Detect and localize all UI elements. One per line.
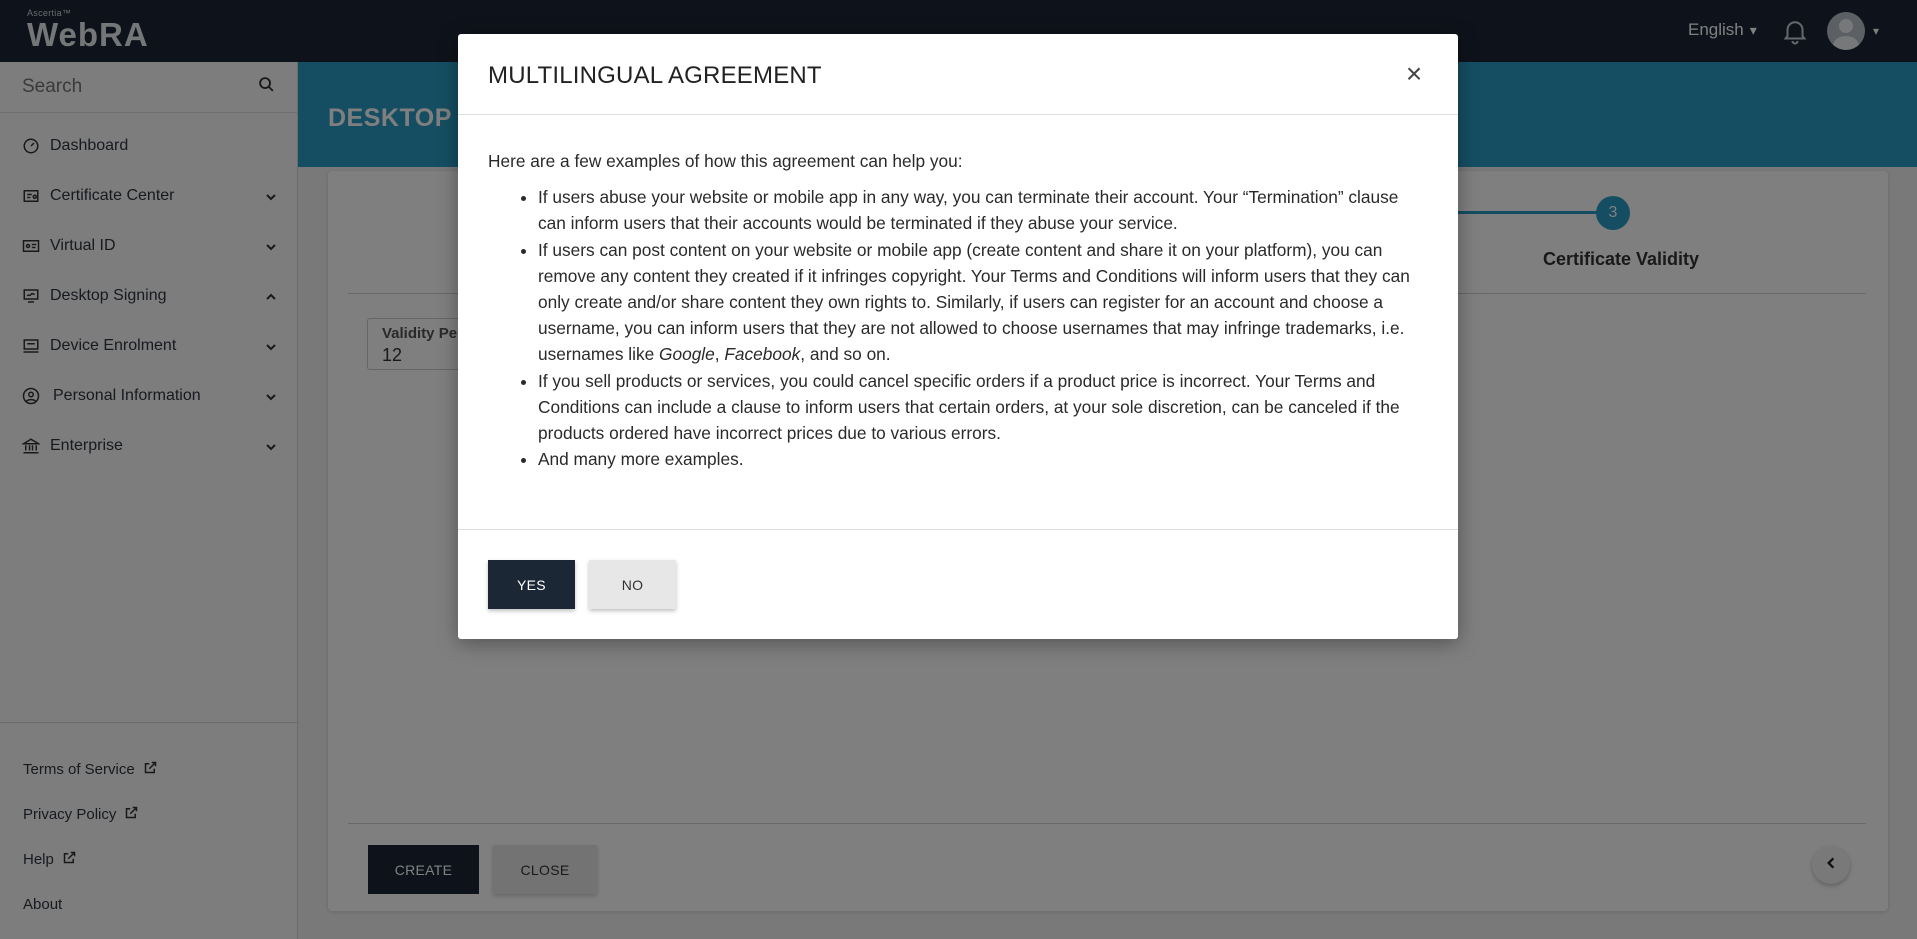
example-google: Google (659, 344, 715, 365)
list-item-text: If users can post content on your website or mobile app (create content and share it on your platform), you can remove any content they created if it infringes copyright. Your Terms and Conditions will inform users that they can only create and/or share content they own rights to. Similarly, if users can register for an account and choose a username, you can inform users that they are not allowed to choose usernames that may infringe trademarks, i.e. usernames like (538, 239, 1410, 365)
yes-button[interactable]: YES (488, 560, 575, 609)
list-item (538, 237, 1428, 368)
dialog-footer (458, 530, 1458, 638)
agreement-dialog (458, 34, 1458, 639)
separator: , (714, 344, 725, 365)
list-item-text: , and so on. (800, 344, 891, 365)
dialog-intro: Here are a few examples of how this agreement can help you: (488, 151, 963, 171)
examples-list (488, 184, 1428, 472)
list-item: • If users abuse your website or mobile app in any way, you can terminate their account. Your “Termination” clause can inform users that their accounts would be terminated if they abuse your service. (538, 184, 1428, 236)
no-button[interactable]: NO (589, 560, 676, 609)
dialog-body (458, 115, 1458, 530)
close-icon[interactable]: × (1405, 58, 1423, 89)
dialog-title: MULTILINGUAL AGREEMENT (488, 62, 822, 89)
example-facebook: Facebook (724, 344, 801, 365)
list-item: • And many more examples. (538, 446, 1428, 472)
dialog-header (458, 34, 1458, 115)
list-item: • If you sell products or services, you could cancel specific orders if a product price is incorrect. Your Terms and Conditions can include a clause to inform users that certain orders, at your sole discretion, can be canceled if the products ordered have incorrect prices due to various errors. (538, 368, 1428, 447)
